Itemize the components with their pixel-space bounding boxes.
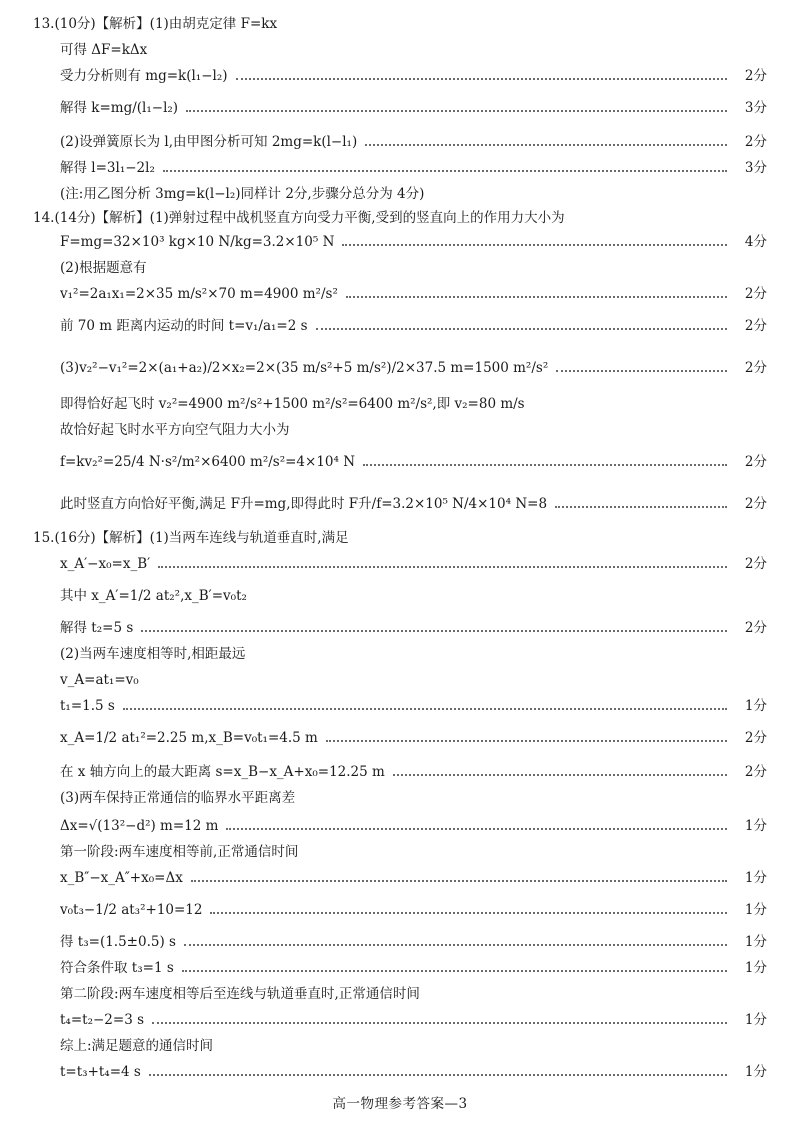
answer-line [0, 64, 800, 88]
answer-line-text: 可得 ΔF=kΔx [60, 42, 148, 58]
answer-line-text: v_A=at₁=v₀ [60, 672, 139, 688]
score-label: 2分 [744, 556, 767, 572]
answer-line [0, 786, 800, 810]
answer-line [0, 840, 800, 864]
answer-line [0, 12, 800, 36]
answer-line-text: t₄=t₂−2=3 s [60, 1012, 145, 1028]
answer-line [0, 1008, 800, 1032]
answer-line [0, 982, 800, 1006]
dot-leader [141, 630, 727, 632]
answer-line [0, 356, 800, 380]
answer-line [0, 1060, 800, 1084]
answer-line-text: x_A=1/2 at₁²=2.25 m,x_B=v₀t₁=4.5 m [60, 730, 318, 746]
answer-line [0, 642, 800, 666]
answer-line [0, 182, 800, 206]
dot-leader [346, 296, 727, 298]
answer-line-text: 此时竖直方向恰好平衡,满足 F升=mg,即得此时 F升/f=3.2×10⁵ N/4×10⁴ N=8 [60, 496, 548, 512]
dot-leader [163, 170, 727, 172]
answer-line [0, 930, 800, 954]
score-label: 1分 [744, 902, 767, 918]
answer-line [0, 492, 800, 516]
answer-line-text: 符合条件取 t₃=1 s [60, 960, 174, 976]
answer-line-text: v₁²=2a₁x₁=2×35 m/s²×70 m=4900 m²/s² [60, 286, 338, 302]
answer-line [0, 206, 800, 230]
answer-line [0, 256, 800, 280]
dot-leader [191, 880, 727, 882]
score-label: 2分 [744, 286, 767, 302]
score-label: 3分 [744, 160, 767, 176]
answer-line-text: t=t₃+t₄=4 s [60, 1064, 141, 1080]
dot-leader [149, 1074, 727, 1076]
answer-line-text: 13.(10分)【解析】(1)由胡克定律 F=kx [33, 16, 278, 32]
answer-line-text: 在 x 轴方向上的最大距离 s=x_B−x_A+x₀=12.25 m [60, 764, 385, 780]
answer-line-text: 即得恰好起飞时 v₂²=4900 m²/s²+1500 m²/s²=6400 m²/s²,即 v₂=80 m/s [60, 396, 525, 412]
answer-line-text: 前 70 m 距离内运动的时间 t=v₁/a₁=2 s [60, 318, 308, 334]
answer-line-text: f=kv₂²=25/4 N·s²/m²×6400 m²/s²=4×10⁴ N [60, 454, 356, 470]
answer-line-text: 其中 x_A′=1/2 at₂²,x_B′=v₀t₂ [60, 588, 247, 604]
answer-line-text: 得 t₃=(1.5±0.5) s [60, 934, 176, 950]
answer-line [0, 956, 800, 980]
answer-line [0, 314, 800, 338]
dot-leader [158, 566, 727, 568]
score-label: 2分 [744, 764, 767, 780]
score-label: 2分 [744, 360, 767, 376]
page-footer: 高一物理参考答案—3 [332, 1096, 468, 1112]
answer-line [0, 282, 800, 306]
answer-line-text: 解得 t₂=5 s [60, 620, 134, 636]
answer-line-text: 解得 l=3l₁−2l₂ [60, 160, 155, 176]
answer-line [0, 726, 800, 750]
score-label: 1分 [744, 698, 767, 714]
dot-leader [556, 370, 727, 372]
answer-line [0, 96, 800, 120]
dot-leader [210, 912, 727, 914]
score-label: 2分 [744, 730, 767, 746]
score-label: 1分 [744, 960, 767, 976]
dot-leader [326, 740, 727, 742]
answer-line [0, 814, 800, 838]
dot-leader [226, 828, 727, 830]
answer-line-text: x_A′−x₀=x_B′ [60, 556, 151, 572]
answer-line-text: 解得 k=mg/(l₁−l₂) [60, 100, 179, 116]
dot-leader [363, 464, 727, 466]
score-label: 2分 [744, 454, 767, 470]
score-label: 2分 [744, 134, 767, 150]
dot-leader [123, 708, 727, 710]
answer-line-text: F=mg=32×10³ kg×10 N/kg=3.2×10⁵ N [60, 234, 335, 250]
score-label: 4分 [744, 234, 767, 250]
dot-leader [186, 110, 727, 112]
answer-line [0, 392, 800, 416]
score-label: 2分 [744, 620, 767, 636]
answer-line-text: v₀t₃−1/2 at₃²+10=12 [60, 902, 203, 918]
dot-leader [182, 970, 727, 972]
dot-leader [393, 774, 727, 776]
score-label: 2分 [744, 318, 767, 334]
answer-line [0, 526, 800, 550]
dot-leader [342, 244, 727, 246]
score-label: 1分 [744, 818, 767, 834]
answer-line [0, 130, 800, 154]
dot-leader [236, 78, 727, 80]
answer-line-text: x_B″−x_A″+x₀=Δx [60, 870, 183, 886]
answer-line [0, 552, 800, 576]
answer-line [0, 418, 800, 442]
answer-line-text: (3)两车保持正常通信的临界水平距离差 [60, 790, 296, 806]
dot-leader [365, 144, 727, 146]
answer-line-text: 第一阶段:两车速度相等前,正常通信时间 [60, 844, 299, 860]
dot-leader [316, 328, 727, 330]
answer-line-text: 受力分析则有 mg=k(l₁−l₂) [60, 68, 228, 84]
answer-line [0, 584, 800, 608]
answer-line [0, 38, 800, 62]
score-label: 1分 [744, 1012, 767, 1028]
answer-line-text: 第二阶段:两车速度相等后至连线与轨道垂直时,正常通信时间 [60, 986, 420, 1002]
answer-line [0, 1034, 800, 1058]
dot-leader [184, 944, 727, 946]
score-label: 3分 [744, 100, 767, 116]
score-label: 1分 [744, 1064, 767, 1080]
answer-line [0, 898, 800, 922]
answer-line [0, 616, 800, 640]
answer-line-text: t₁=1.5 s [60, 698, 115, 714]
answer-line [0, 450, 800, 474]
score-label: 1分 [744, 934, 767, 950]
answer-line-text: (3)v₂²−v₁²=2×(a₁+a₂)/2×x₂=2×(35 m/s²+5 m/s²)/2×37.5 m=1500 m²/s² [60, 360, 549, 376]
answer-line [0, 156, 800, 180]
score-label: 1分 [744, 870, 767, 886]
answer-line-text: 14.(14分)【解析】(1)弹射过程中战机竖直方向受力平衡,受到的竖直向上的作用力大小为 [33, 210, 565, 226]
answer-line-text: (注:用乙图分析 3mg=k(l−l₂)同样计 2分,步骤分总分为 4分) [60, 186, 425, 202]
dot-leader [555, 506, 727, 508]
score-label: 2分 [744, 496, 767, 512]
answer-line-text: 故恰好起飞时水平方向空气阻力大小为 [60, 422, 290, 438]
answer-line-text: (2)根据题意有 [60, 260, 147, 276]
answer-line [0, 760, 800, 784]
answer-line [0, 668, 800, 692]
score-label: 2分 [744, 68, 767, 84]
answer-line-text: (2)当两车速度相等时,相距最远 [60, 646, 246, 662]
answer-line-text: Δx=√(13²−d²) m=12 m [60, 818, 219, 834]
answer-line [0, 694, 800, 718]
answer-line-text: (2)设弹簧原长为 l,由甲图分析可知 2mg=k(l−l₁) [60, 134, 358, 150]
answer-line [0, 866, 800, 890]
answer-line [0, 230, 800, 254]
answer-line-text: 15.(16分)【解析】(1)当两车连线与轨道垂直时,满足 [33, 530, 349, 546]
dot-leader [152, 1022, 727, 1024]
answer-line-text: 综上:满足题意的通信时间 [60, 1038, 214, 1054]
